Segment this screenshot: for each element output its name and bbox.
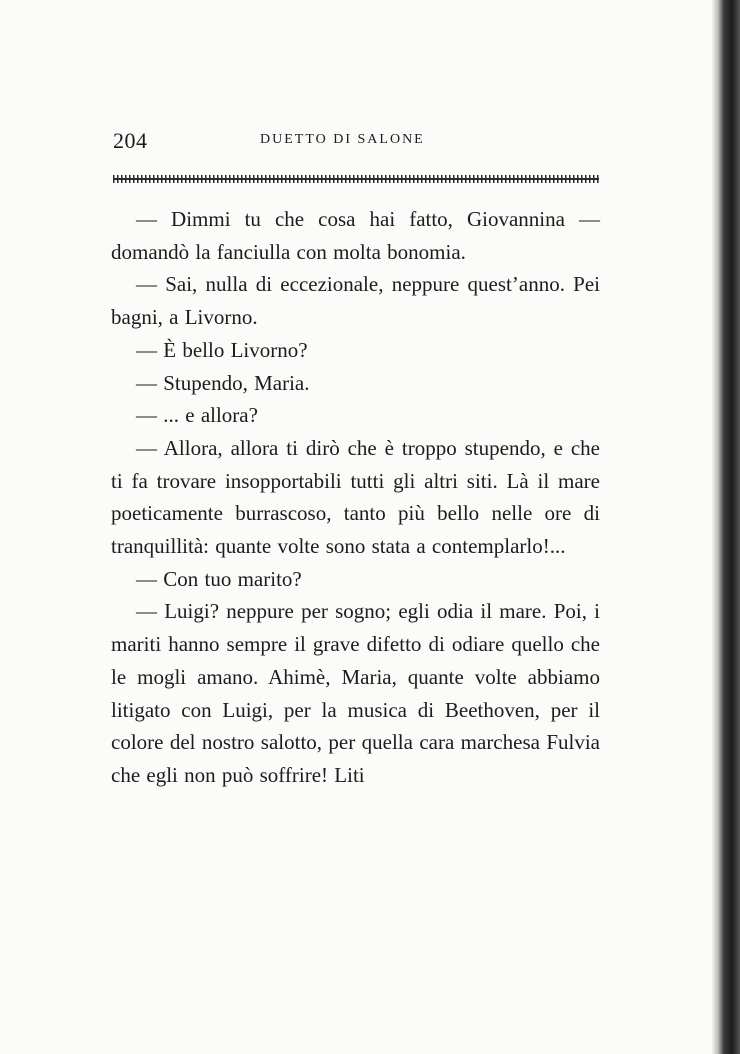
page-number: 204 (113, 128, 148, 153)
body-text (111, 203, 600, 792)
paragraph: — Stupendo, Maria. (136, 370, 310, 395)
paragraph: — Luigi? neppure per sogno; egli odia il mare. Poi, i mariti hanno sempre il grave difetto di odiare quello che le mogli amano. Ahimè, Maria, quante volte abbiamo litigato con Luigi, per la musica di Beethoven, per il colore del nostro salotto, per quella cara marchesa Fulvia che egli non può soffrire! Liti (111, 599, 600, 787)
decorative-rule (113, 175, 599, 183)
paragraph: — Allora, allora ti dirò che è troppo stupendo, e che ti fa trovare insopportabili tutti gli altri siti. Là il mare poeticamente burrascoso, tanto più bello nelle ore di tranquillità: quante volte sono stata a contemplarlo!... (111, 435, 600, 559)
paragraph: — È bello Livorno? (136, 337, 308, 362)
running-head (113, 128, 597, 154)
paragraph: — Con tuo marito? (136, 566, 302, 591)
paragraph: — Sai, nulla di eccezionale, neppure quest’anno. Pei bagni, a Livorno. (111, 272, 600, 330)
book-spine-shadow (712, 0, 740, 1054)
paragraph: — ... e allora? (136, 403, 258, 428)
paragraph: — Dimmi tu che cosa hai fatto, Giovannina — domandò la fanciulla con molta bonomia. (111, 207, 600, 264)
running-title: DUETTO DI SALONE (260, 132, 425, 147)
